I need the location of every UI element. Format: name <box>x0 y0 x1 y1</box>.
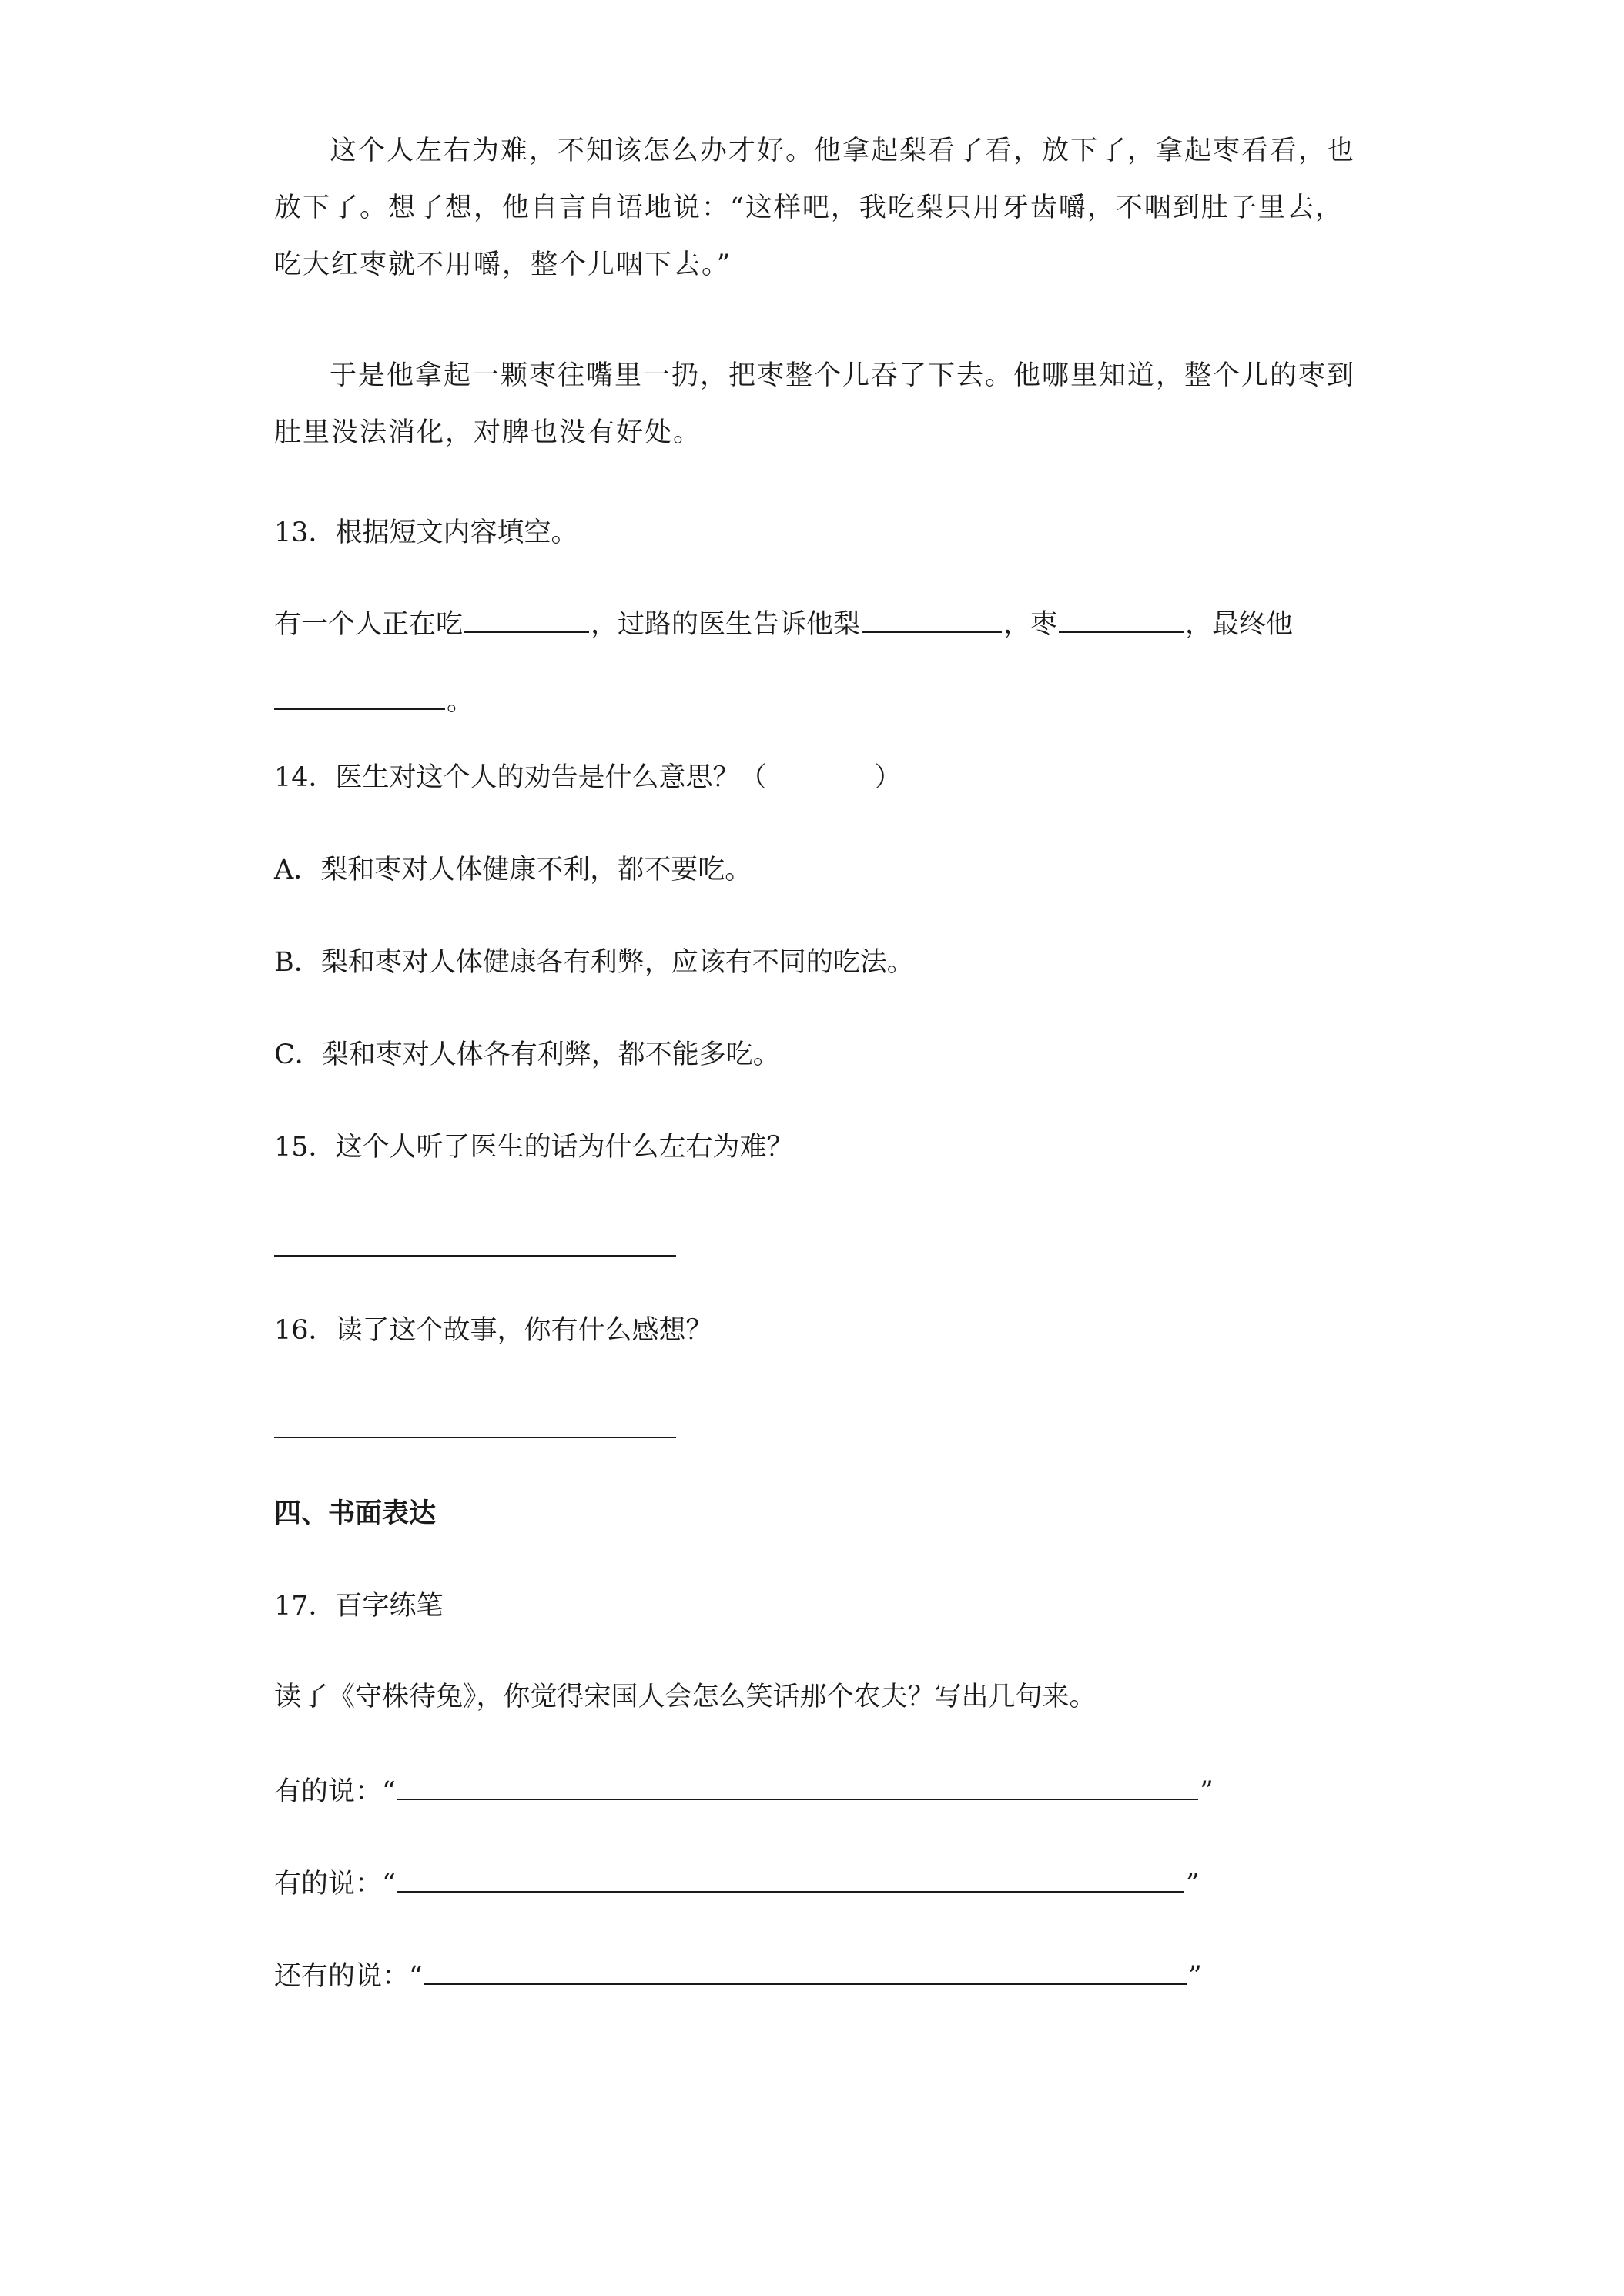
q13-text: ，枣 <box>1003 609 1058 640</box>
q17-answer-line-2 <box>274 1865 1200 1901</box>
q13-fill-line <box>274 605 1293 641</box>
q17-blank-2[interactable] <box>397 1865 1184 1893</box>
q15-title: 15．这个人听了医生的话为什么左右为难？ <box>274 1132 794 1163</box>
q14-title <box>274 761 902 795</box>
q14-title-text: 14．医生对这个人的劝告是什么意思？（ <box>274 762 767 793</box>
q13-text: ，最终他 <box>1185 609 1294 640</box>
q14-option-a[interactable]: A．梨和枣对人体健康不利，都不要吃。 <box>274 855 752 885</box>
q16-answer-line[interactable] <box>274 1437 676 1438</box>
q17-close-quote: ” <box>1187 1961 1202 1992</box>
q17-answer-line-1 <box>274 1772 1214 1809</box>
q14-option-c[interactable]: C．梨和枣对人体各有利弊，都不能多吃。 <box>274 1039 780 1070</box>
passage-line: 吃大红枣就不用嚼，整个儿咽下去。” <box>274 249 732 280</box>
passage-paragraph-2 <box>274 359 1356 450</box>
q13-text: 有一个人正在吃 <box>274 609 464 640</box>
section-heading: 四、书面表达 <box>274 1498 437 1529</box>
q17-blank-1[interactable] <box>397 1772 1198 1800</box>
passage-line: 肚里没法消化，对脾也没有好处。 <box>274 417 702 448</box>
q15-answer-line[interactable] <box>274 1255 676 1257</box>
q17-close-quote: ” <box>1199 1776 1214 1807</box>
q14-title-close: ） <box>874 762 902 793</box>
q17-title: 17．百字练笔 <box>274 1591 444 1622</box>
q13-blank-1[interactable] <box>464 605 589 633</box>
q17-line-prefix: 有的说：“ <box>274 1869 396 1899</box>
q13-blank-2[interactable] <box>862 605 1002 633</box>
q13-text: 。 <box>447 686 474 717</box>
q17-prompt: 读了《守株待兔》，你觉得宋国人会怎么笑话那个农夫？写出几句来。 <box>274 1682 1097 1712</box>
passage-line: 这个人左右为难，不知该怎么办才好。他拿起梨看了看，放下了，拿起枣看看，也 <box>330 136 1356 166</box>
q17-answer-line-3 <box>274 1957 1202 1993</box>
passage-line: 放下了。想了想，他自言自语地说：“这样吧，我吃梨只用牙齿嚼，不咽到肚子里去， <box>274 192 1344 223</box>
q13-title: 13．根据短文内容填空。 <box>274 517 578 548</box>
q14-option-b[interactable]: B．梨和枣对人体健康各有利弊，应该有不同的吃法。 <box>274 947 914 978</box>
q17-line-prefix: 还有的说：“ <box>274 1961 423 1992</box>
passage-paragraph-1 <box>274 134 1356 282</box>
q17-blank-3[interactable] <box>424 1957 1187 1985</box>
q13-text: ，过路的医生告诉他梨 <box>591 609 861 640</box>
q13-fill-line-2 <box>274 682 474 718</box>
q17-close-quote: ” <box>1185 1869 1200 1899</box>
q17-line-prefix: 有的说：“ <box>274 1776 396 1807</box>
q16-title: 16．读了这个故事，你有什么感想？ <box>274 1315 713 1346</box>
passage-line: 于是他拿起一颗枣往嘴里一扔，把枣整个儿吞了下去。他哪里知道，整个儿的枣到 <box>330 360 1356 391</box>
q13-blank-3[interactable] <box>1059 605 1184 633</box>
q13-blank-4[interactable] <box>274 682 445 710</box>
